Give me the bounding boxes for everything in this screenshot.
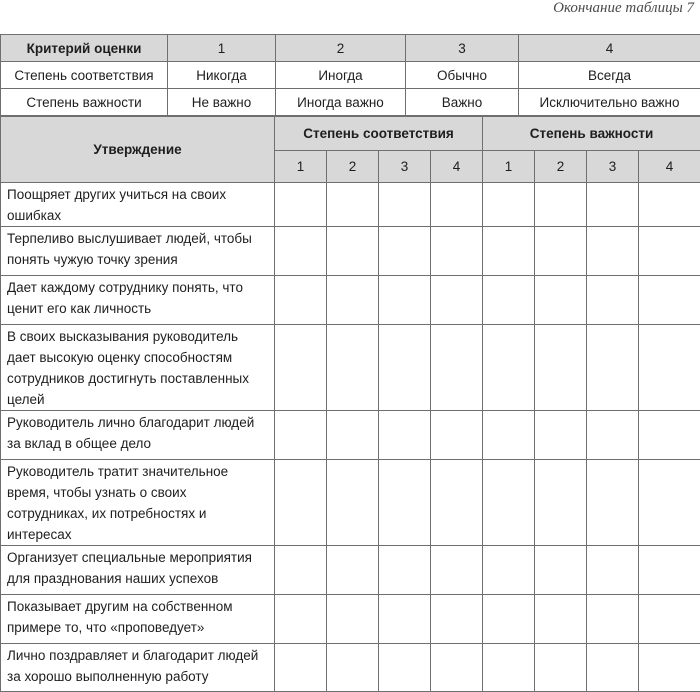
scale-header: 1 — [483, 151, 535, 183]
importance-cell-2[interactable] — [535, 644, 587, 692]
importance-cell-3[interactable] — [587, 595, 639, 644]
correspondence-cell-2[interactable] — [327, 411, 379, 460]
importance-cell-1[interactable] — [483, 460, 535, 546]
importance-cell-3[interactable] — [587, 460, 639, 546]
correspondence-cell-1[interactable] — [275, 325, 327, 411]
importance-cell-2[interactable] — [535, 460, 587, 546]
correspondence-cell-2[interactable] — [327, 183, 379, 227]
correspondence-cell-3[interactable] — [379, 276, 431, 325]
correspondence-cell-3[interactable] — [379, 460, 431, 546]
legend-value: Всегда — [519, 62, 700, 89]
correspondence-cell-4[interactable] — [431, 276, 483, 325]
correspondence-cell-2[interactable] — [327, 546, 379, 595]
scale-header: 4 — [431, 151, 483, 183]
importance-cell-4[interactable] — [639, 325, 700, 411]
legend-row-criterion — [1, 35, 700, 62]
table-row — [1, 644, 700, 692]
correspondence-cell-2[interactable] — [327, 276, 379, 325]
importance-cell-1[interactable] — [483, 546, 535, 595]
correspondence-cell-1[interactable] — [275, 276, 327, 325]
legend-table — [0, 34, 700, 116]
correspondence-cell-2[interactable] — [327, 644, 379, 692]
importance-cell-1[interactable] — [483, 227, 535, 276]
importance-cell-1[interactable] — [483, 325, 535, 411]
correspondence-cell-3[interactable] — [379, 183, 431, 227]
correspondence-cell-1[interactable] — [275, 644, 327, 692]
correspondence-cell-4[interactable] — [431, 411, 483, 460]
legend-value: 1 — [168, 35, 276, 62]
importance-cell-2[interactable] — [535, 183, 587, 227]
table-caption: Окончание таблицы 7 — [553, 0, 694, 20]
importance-cell-3[interactable] — [587, 644, 639, 692]
importance-cell-3[interactable] — [587, 227, 639, 276]
statement-text: Показывает другим на собственном примере то, что «проповедует» — [1, 595, 275, 644]
correspondence-cell-4[interactable] — [431, 325, 483, 411]
legend-row-correspondence — [1, 62, 700, 89]
correspondence-cell-1[interactable] — [275, 595, 327, 644]
statement-text: Терпеливо выслушивает людей, чтобы понять чужую точку зрения — [1, 227, 275, 276]
statement-text: Лично поздравляет и благодарит людей за хорошо выполненную работу — [1, 644, 275, 692]
importance-cell-1[interactable] — [483, 183, 535, 227]
statement-text: Руководитель тратит значительное время, чтобы узнать о своих сотрудниках, их потребностях и интересах — [1, 460, 275, 546]
importance-cell-1[interactable] — [483, 276, 535, 325]
importance-cell-3[interactable] — [587, 411, 639, 460]
legend-value: Важно — [406, 89, 519, 116]
importance-cell-4[interactable] — [639, 460, 700, 546]
correspondence-cell-4[interactable] — [431, 227, 483, 276]
scale-header: 3 — [379, 151, 431, 183]
correspondence-cell-3[interactable] — [379, 644, 431, 692]
statement-header: Утверждение — [1, 117, 275, 183]
importance-cell-1[interactable] — [483, 595, 535, 644]
scale-header: 2 — [535, 151, 587, 183]
scale-header: 1 — [275, 151, 327, 183]
importance-cell-4[interactable] — [639, 276, 700, 325]
table-row — [1, 227, 700, 276]
statement-text: Организует специальные мероприятия для празднования наших успехов — [1, 546, 275, 595]
legend-row-importance — [1, 89, 700, 116]
table-row — [1, 276, 700, 325]
importance-cell-4[interactable] — [639, 227, 700, 276]
statement-text: В своих высказывания руководитель дает высокую оценку способностям сотрудников достигнуть поставленных целей — [1, 325, 275, 411]
importance-cell-2[interactable] — [535, 325, 587, 411]
importance-cell-3[interactable] — [587, 546, 639, 595]
correspondence-cell-3[interactable] — [379, 546, 431, 595]
legend-value: 2 — [276, 35, 406, 62]
correspondence-cell-4[interactable] — [431, 644, 483, 692]
group-header-importance: Степень важности — [483, 117, 700, 151]
table-row — [1, 411, 700, 460]
importance-cell-2[interactable] — [535, 595, 587, 644]
correspondence-cell-1[interactable] — [275, 460, 327, 546]
correspondence-cell-3[interactable] — [379, 595, 431, 644]
correspondence-cell-4[interactable] — [431, 460, 483, 546]
group-header-correspondence: Степень соответствия — [275, 117, 483, 151]
scale-header: 2 — [327, 151, 379, 183]
correspondence-cell-1[interactable] — [275, 546, 327, 595]
importance-cell-4[interactable] — [639, 411, 700, 460]
importance-cell-2[interactable] — [535, 546, 587, 595]
importance-cell-3[interactable] — [587, 183, 639, 227]
importance-cell-2[interactable] — [535, 227, 587, 276]
legend-label-correspondence: Степень соответствия — [1, 62, 168, 89]
correspondence-cell-1[interactable] — [275, 183, 327, 227]
table-row — [1, 460, 700, 546]
statement-text: Поощряет других учиться на своих ошибках — [1, 183, 275, 227]
importance-cell-2[interactable] — [535, 276, 587, 325]
statement-text: Дает каждому сотруднику понять, что ценит его как личность — [1, 276, 275, 325]
legend-label-criterion: Критерий оценки — [1, 35, 168, 62]
legend-value: Исключительно важно — [519, 89, 700, 116]
table-row — [1, 183, 700, 227]
legend-value: Не важно — [168, 89, 276, 116]
correspondence-cell-4[interactable] — [431, 546, 483, 595]
legend-value: Обычно — [406, 62, 519, 89]
table-row — [1, 595, 700, 644]
legend-label-importance: Степень важности — [1, 89, 168, 116]
correspondence-cell-2[interactable] — [327, 325, 379, 411]
correspondence-cell-3[interactable] — [379, 411, 431, 460]
correspondence-cell-3[interactable] — [379, 325, 431, 411]
correspondence-cell-1[interactable] — [275, 411, 327, 460]
statement-text: Руководитель лично благодарит людей за вклад в общее дело — [1, 411, 275, 460]
importance-cell-3[interactable] — [587, 276, 639, 325]
scale-header: 4 — [639, 151, 700, 183]
importance-cell-2[interactable] — [535, 411, 587, 460]
table-row — [1, 546, 700, 595]
table-row — [1, 325, 700, 411]
correspondence-cell-2[interactable] — [327, 595, 379, 644]
importance-cell-4[interactable] — [639, 546, 700, 595]
rating-table — [0, 116, 700, 692]
correspondence-cell-1[interactable] — [275, 227, 327, 276]
importance-cell-4[interactable] — [639, 644, 700, 692]
importance-cell-1[interactable] — [483, 644, 535, 692]
correspondence-cell-4[interactable] — [431, 595, 483, 644]
group-header-row — [1, 117, 700, 151]
correspondence-cell-2[interactable] — [327, 227, 379, 276]
scale-header: 3 — [587, 151, 639, 183]
legend-value: Иногда важно — [276, 89, 406, 116]
legend-value: 3 — [406, 35, 519, 62]
legend-value: Никогда — [168, 62, 276, 89]
correspondence-cell-3[interactable] — [379, 227, 431, 276]
legend-value: Иногда — [276, 62, 406, 89]
importance-cell-3[interactable] — [587, 325, 639, 411]
legend-value: 4 — [519, 35, 700, 62]
importance-cell-1[interactable] — [483, 411, 535, 460]
importance-cell-4[interactable] — [639, 183, 700, 227]
importance-cell-4[interactable] — [639, 595, 700, 644]
correspondence-cell-4[interactable] — [431, 183, 483, 227]
correspondence-cell-2[interactable] — [327, 460, 379, 546]
